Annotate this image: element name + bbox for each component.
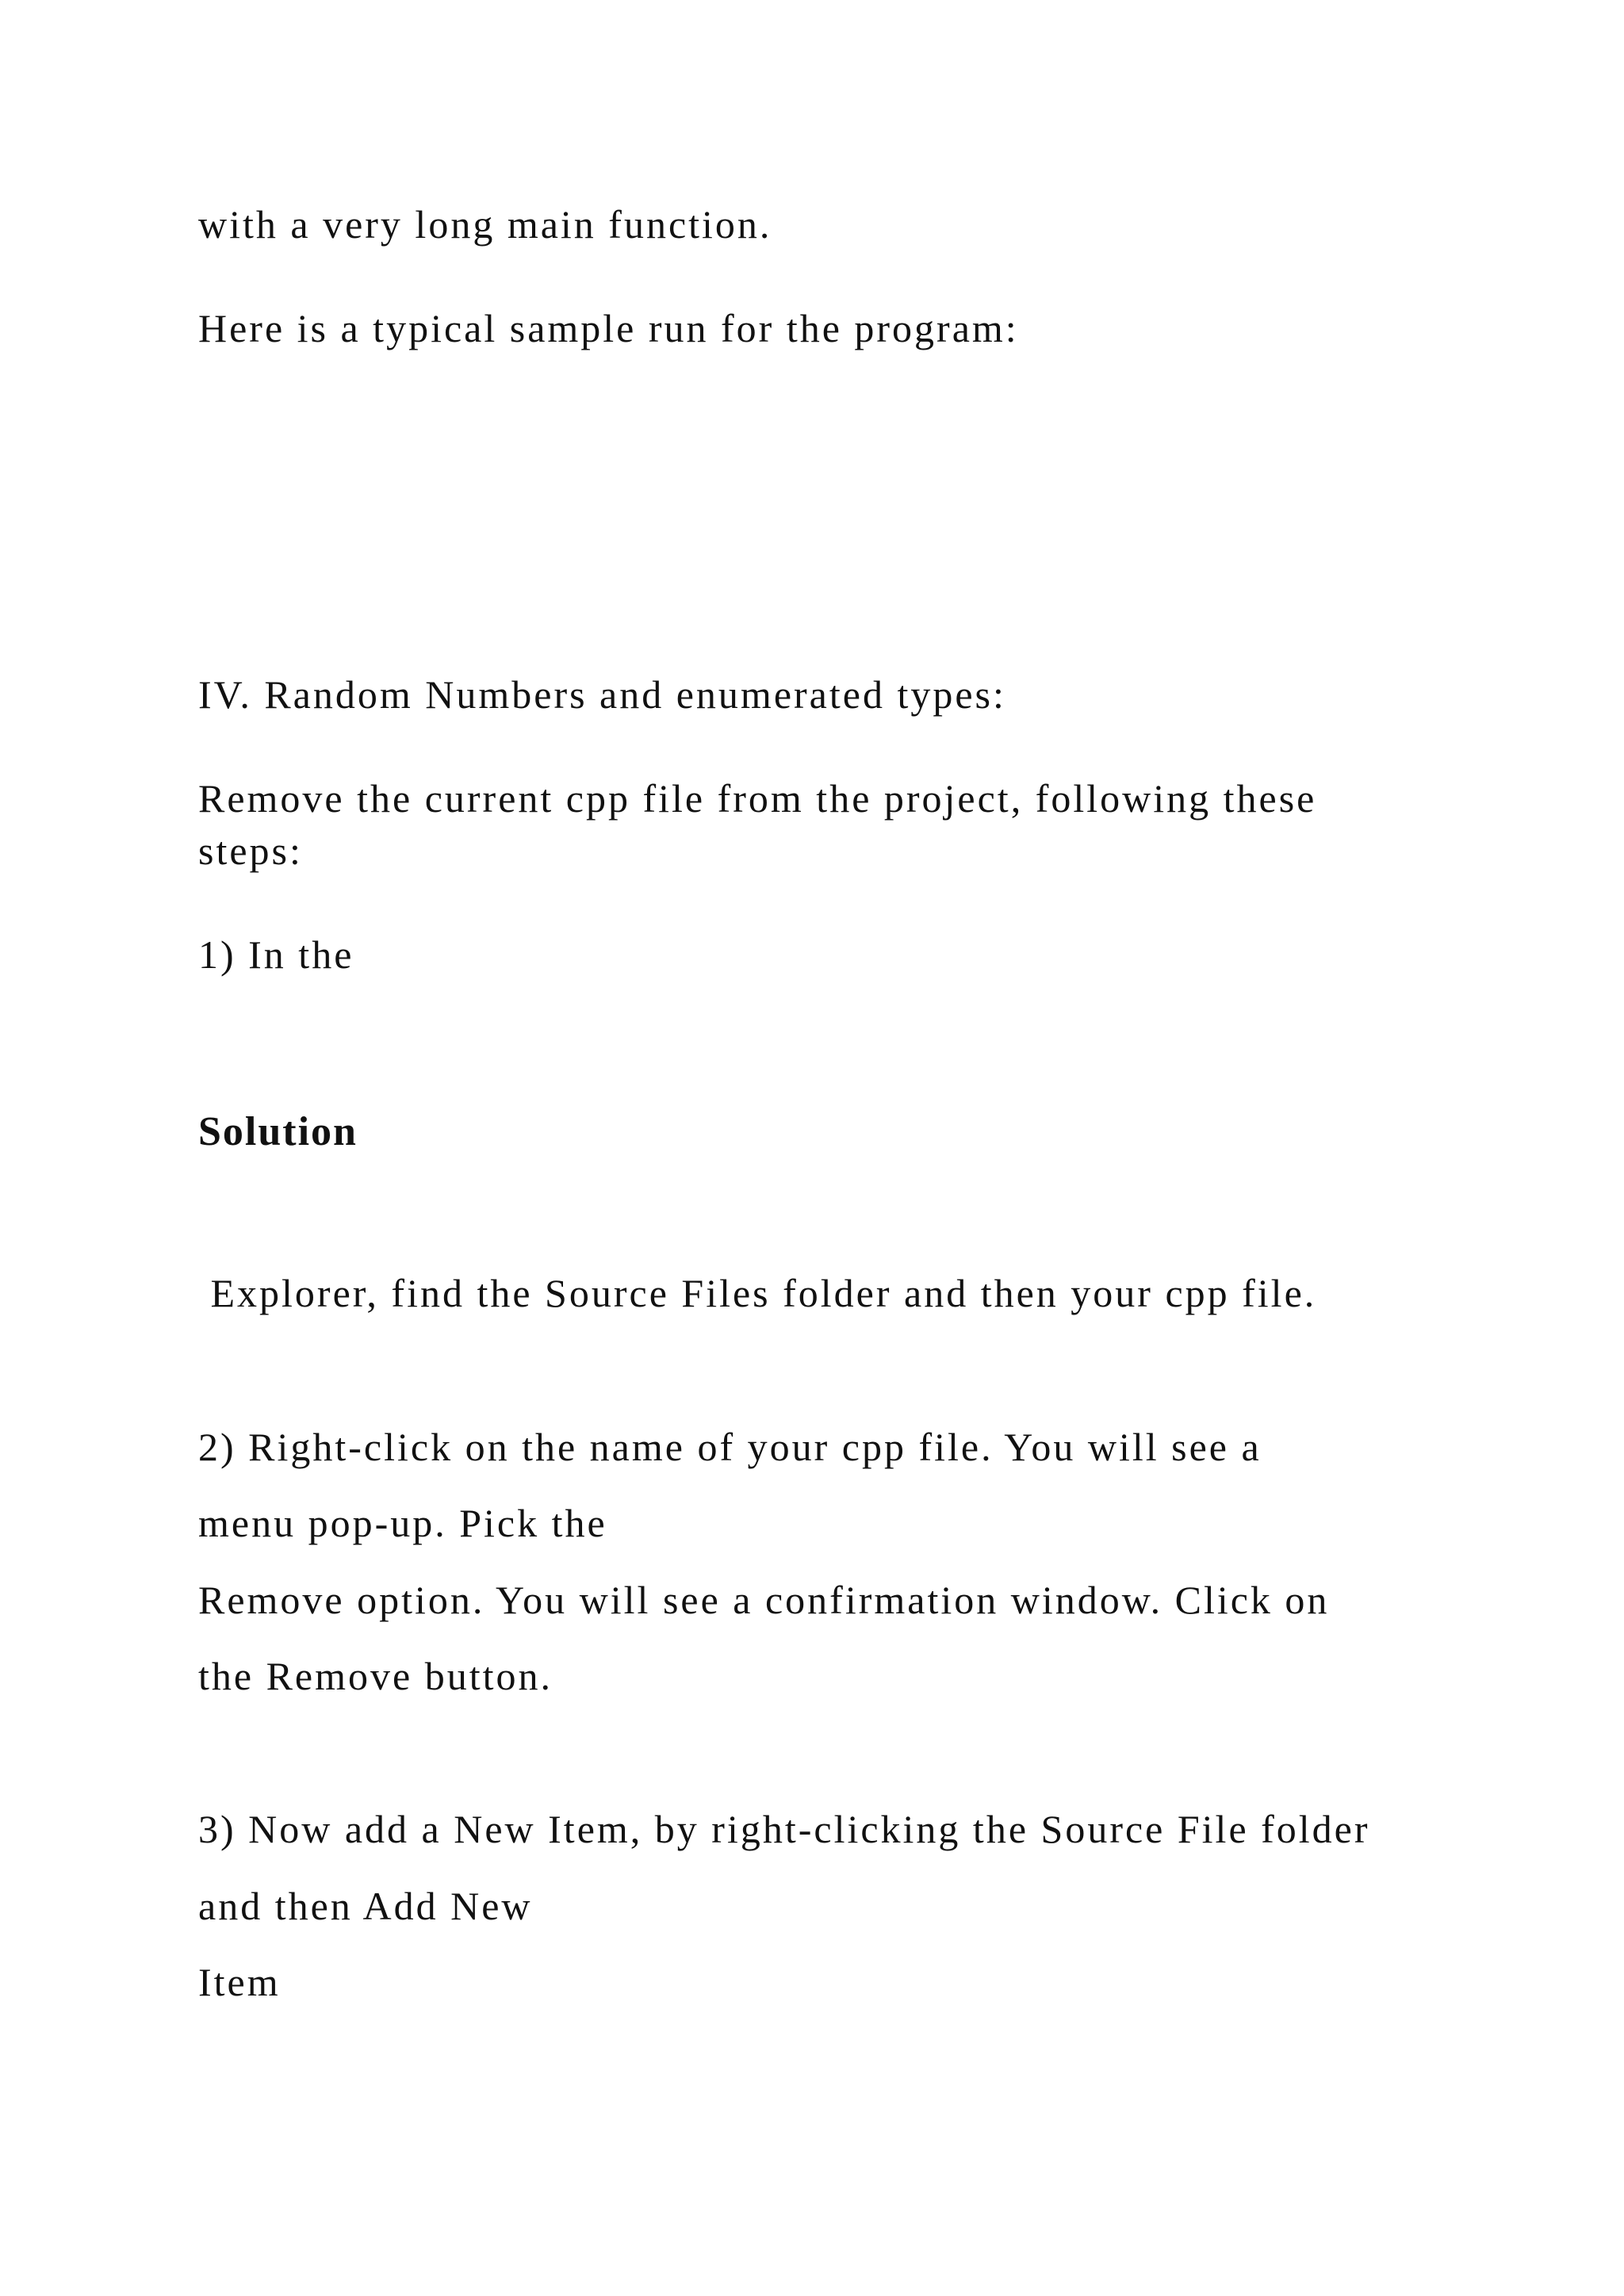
paragraph-line: and then Add New (198, 1884, 533, 1928)
paragraph-line: Item (198, 1960, 281, 2004)
paragraph-line: 1) In the (198, 932, 354, 977)
paragraph-line: Explorer, find the Source Files folder and then your cpp file. (198, 1271, 1317, 1315)
paragraph-line: 3) Now add a New Item, by right-clicking the Source File folder (198, 1807, 1370, 1851)
section-heading: IV. Random Numbers and enumerated types: (198, 672, 1006, 717)
paragraph-line: 2) Right-click on the name of your cpp file. You will see a (198, 1425, 1262, 1469)
paragraph-line: Here is a typical sample run for the program: (198, 306, 1019, 350)
paragraph-line: Remove option. You will see a confirmation window. Click on (198, 1578, 1330, 1622)
paragraph-line: steps: (198, 828, 303, 873)
paragraph-line: Remove the current cpp file from the project, following these (198, 776, 1317, 821)
solution-heading: Solution (198, 1109, 358, 1154)
paragraph-line: with a very long main function. (198, 202, 772, 247)
paragraph-line: the Remove button. (198, 1654, 553, 1698)
paragraph-line: menu pop-up. Pick the (198, 1501, 607, 1545)
